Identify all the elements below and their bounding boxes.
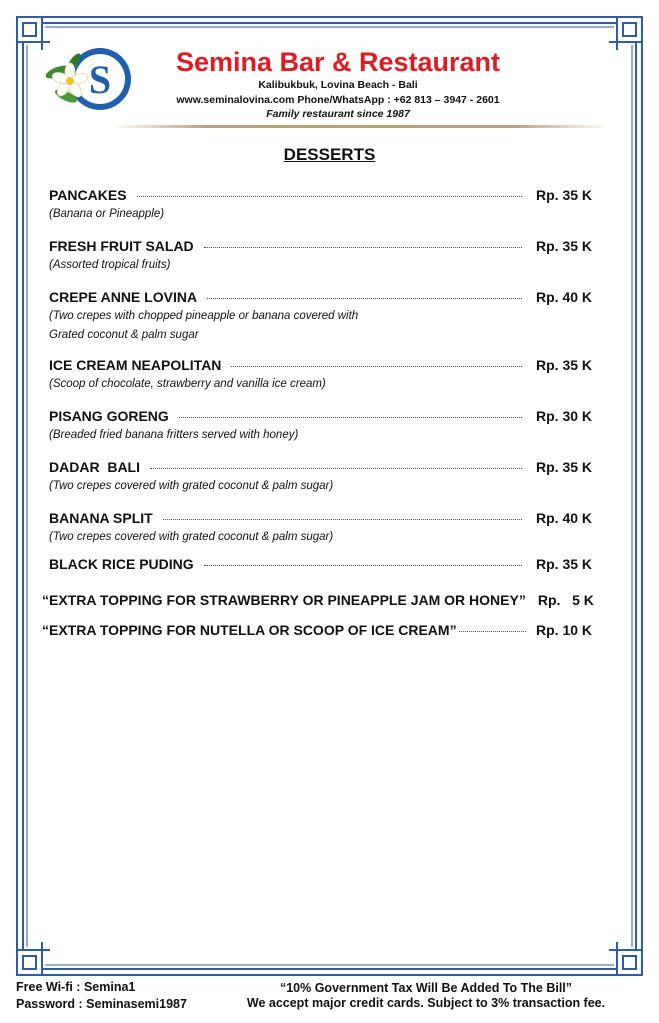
extra-name: “EXTRA TOPPING FOR STRAWBERRY OR PINEAPPLE JAM OR HONEY”: [42, 592, 526, 608]
menu-item: [49, 187, 594, 224]
item-price: Rp. 35 K: [536, 187, 593, 203]
wifi-info: [16, 979, 187, 1013]
item-price: Rp. 30 K: [536, 408, 593, 424]
item-name: BLACK RICE PUDING: [49, 556, 194, 572]
item-name: FRESH FRUIT SALAD: [49, 238, 194, 254]
card-note: We accept major credit cards. Subject to 3% transaction fee.: [246, 996, 606, 1010]
wifi-name: Free Wi-fi : Semina1: [16, 980, 136, 994]
item-description: (Scoop of chocolate, strawberry and vanilla ice cream): [49, 378, 326, 390]
leader-dots: [137, 196, 522, 197]
leader-dots: [231, 366, 522, 367]
restaurant-name: Semina Bar & Restaurant: [175, 47, 501, 77]
leader-dots: [207, 298, 522, 299]
menu-item: [49, 238, 594, 275]
section-title: DESSERTS: [283, 145, 376, 164]
item-description: (Breaded fried banana fritters served with honey): [49, 429, 299, 441]
menu-item: [49, 510, 594, 547]
extra-topping: [42, 592, 594, 610]
header-divider: [110, 125, 610, 128]
leader-dots: [150, 468, 522, 469]
tax-note: “10% Government Tax Will Be Added To The Bill”: [279, 981, 573, 995]
tagline: Family restaurant since 1987: [266, 108, 410, 120]
leader-dots: [204, 247, 522, 248]
item-description: (Two crepes covered with grated coconut & palm sugar): [49, 480, 334, 492]
menu-item: [49, 289, 594, 345]
leader-dots: [163, 519, 522, 520]
extra-topping: [42, 622, 594, 640]
item-price: Rp. 40 K: [536, 289, 593, 305]
item-name: BANANA SPLIT: [49, 510, 153, 526]
item-price: Rp. 40 K: [536, 510, 593, 526]
item-price: Rp. 35 K: [536, 556, 593, 572]
wifi-password: Password : Seminasemi1987: [16, 997, 187, 1011]
menu-item: [49, 408, 594, 445]
leader-dots: [179, 417, 522, 418]
item-name: CREPE ANNE LOVINA: [49, 289, 198, 305]
extra-price: Rp. 5 K: [537, 592, 594, 608]
leader-dots: [204, 565, 522, 566]
item-name: PISANG GORENG: [49, 408, 169, 424]
item-price: Rp. 35 K: [536, 459, 593, 475]
item-price: Rp. 35 K: [536, 357, 593, 373]
item-description: (Banana or Pineapple): [49, 208, 165, 220]
leader-dots: [459, 631, 526, 632]
menu-item: [49, 556, 594, 574]
menu-item: [49, 357, 594, 394]
extra-name: “EXTRA TOPPING FOR NUTELLA OR SCOOP OF ICE CREAM”: [42, 622, 457, 638]
item-price: Rp. 35 K: [536, 238, 593, 254]
restaurant-logo: [44, 46, 134, 112]
item-description: (Two crepes with chopped pineapple or banana covered with: [49, 310, 359, 322]
item-description: Grated coconut & palm sugar: [49, 329, 199, 341]
contact-info: www.seminalovina.com Phone/WhatsApp : +62 813 – 3947 - 2601: [176, 94, 500, 106]
item-name: ICE CREAM NEAPOLITAN: [49, 357, 222, 373]
item-name: DADAR BALI: [49, 459, 140, 475]
item-description: (Assorted tropical fruits): [49, 259, 171, 271]
menu-item: [49, 459, 594, 496]
footer-notes: [236, 981, 616, 1011]
item-name: PANCAKES: [49, 187, 127, 203]
logo-letter: S: [88, 57, 112, 102]
address: Kalibukbuk, Lovina Beach - Bali: [258, 79, 418, 91]
item-description: (Two crepes covered with grated coconut & palm sugar): [49, 531, 334, 543]
extra-price: Rp. 10 K: [536, 622, 593, 638]
